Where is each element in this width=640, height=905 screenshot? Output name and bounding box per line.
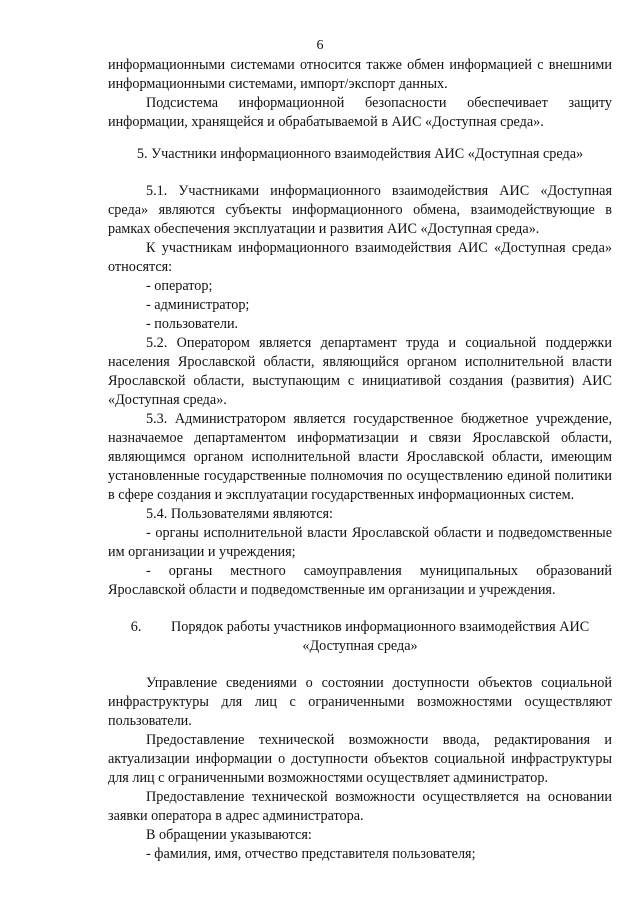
paragraph: Предоставление технической возможности ввода, редактирования и актуализации информации о доступности объектов социальной инфраструктуры для лиц с ограниченными возможностями осуществляет администратор. (108, 732, 612, 786)
paragraph: Подсистема информационной безопасности обеспечивает защиту информации, хранящейся и обрабатываемой в АИС «Доступная среда». (108, 95, 612, 130)
section-heading (108, 618, 612, 656)
paragraph: - органы местного самоуправления муниципальных образований Ярославской области и подведомственные им организации и учреждения. (108, 563, 612, 598)
paragraph: 5.4. Пользователями являются: (146, 506, 333, 522)
section-number: 5. (136, 146, 148, 162)
list-item: - пользователи. (146, 316, 239, 332)
document-body (108, 56, 612, 864)
paragraph: - фамилия, имя, отчество представителя пользователя; (146, 846, 476, 862)
paragraph: 5.1. Участниками информационного взаимодействия АИС «Доступная среда» являются субъекты информационного обмена, взаимодействующие в рамках обеспечения эксплуатации и развития АИС «Доступная среда». (108, 183, 612, 237)
list-item: - оператор; (146, 278, 213, 294)
paragraph: В обращении указываются: (146, 827, 312, 843)
paragraph: 5.3. Администратором является государственное бюджетное учреждение, назначаемое департаментом информатизации и связи Ярославской области, являющимся органом исполнительной власти Ярославской области, имеющим установленные государственные полномочия по осуществлению единой политики в сфере создания и эксплуатации государственных информационных систем. (108, 411, 612, 503)
section-heading (108, 145, 612, 164)
paragraph: Предоставление технической возможности осуществляется на основании заявки оператора в адрес администратора. (108, 789, 612, 824)
paragraph: 5.2. Оператором является департамент труда и социальной поддержки населения Ярославской области, являющийся органом исполнительной власти Ярославской области, выступающим с инициативой создания (развития) АИС «Доступная среда». (108, 335, 612, 408)
list-item: - администратор; (146, 297, 250, 313)
section-number: 6. (130, 619, 142, 635)
paragraph: информационными системами относится также обмен информацией с внешними информационными системами, импорт/экспорт данных. (108, 57, 612, 92)
section-title: Участники информационного взаимодействия АИС «Доступная среда» (151, 146, 584, 162)
paragraph: Управление сведениями о состоянии доступности объектов социальной инфраструктуры для лиц с ограниченными возможностями осуществляют пользователи. (108, 675, 612, 729)
section-title: Порядок работы участников информационного взаимодействия АИС «Доступная среда» (170, 619, 590, 654)
paragraph: - органы исполнительной власти Ярославской области и подведомственные им организации и учреждения; (108, 525, 612, 560)
paragraph: К участникам информационного взаимодействия АИС «Доступная среда» относятся: (108, 240, 612, 275)
page-number: 6 (316, 38, 324, 53)
